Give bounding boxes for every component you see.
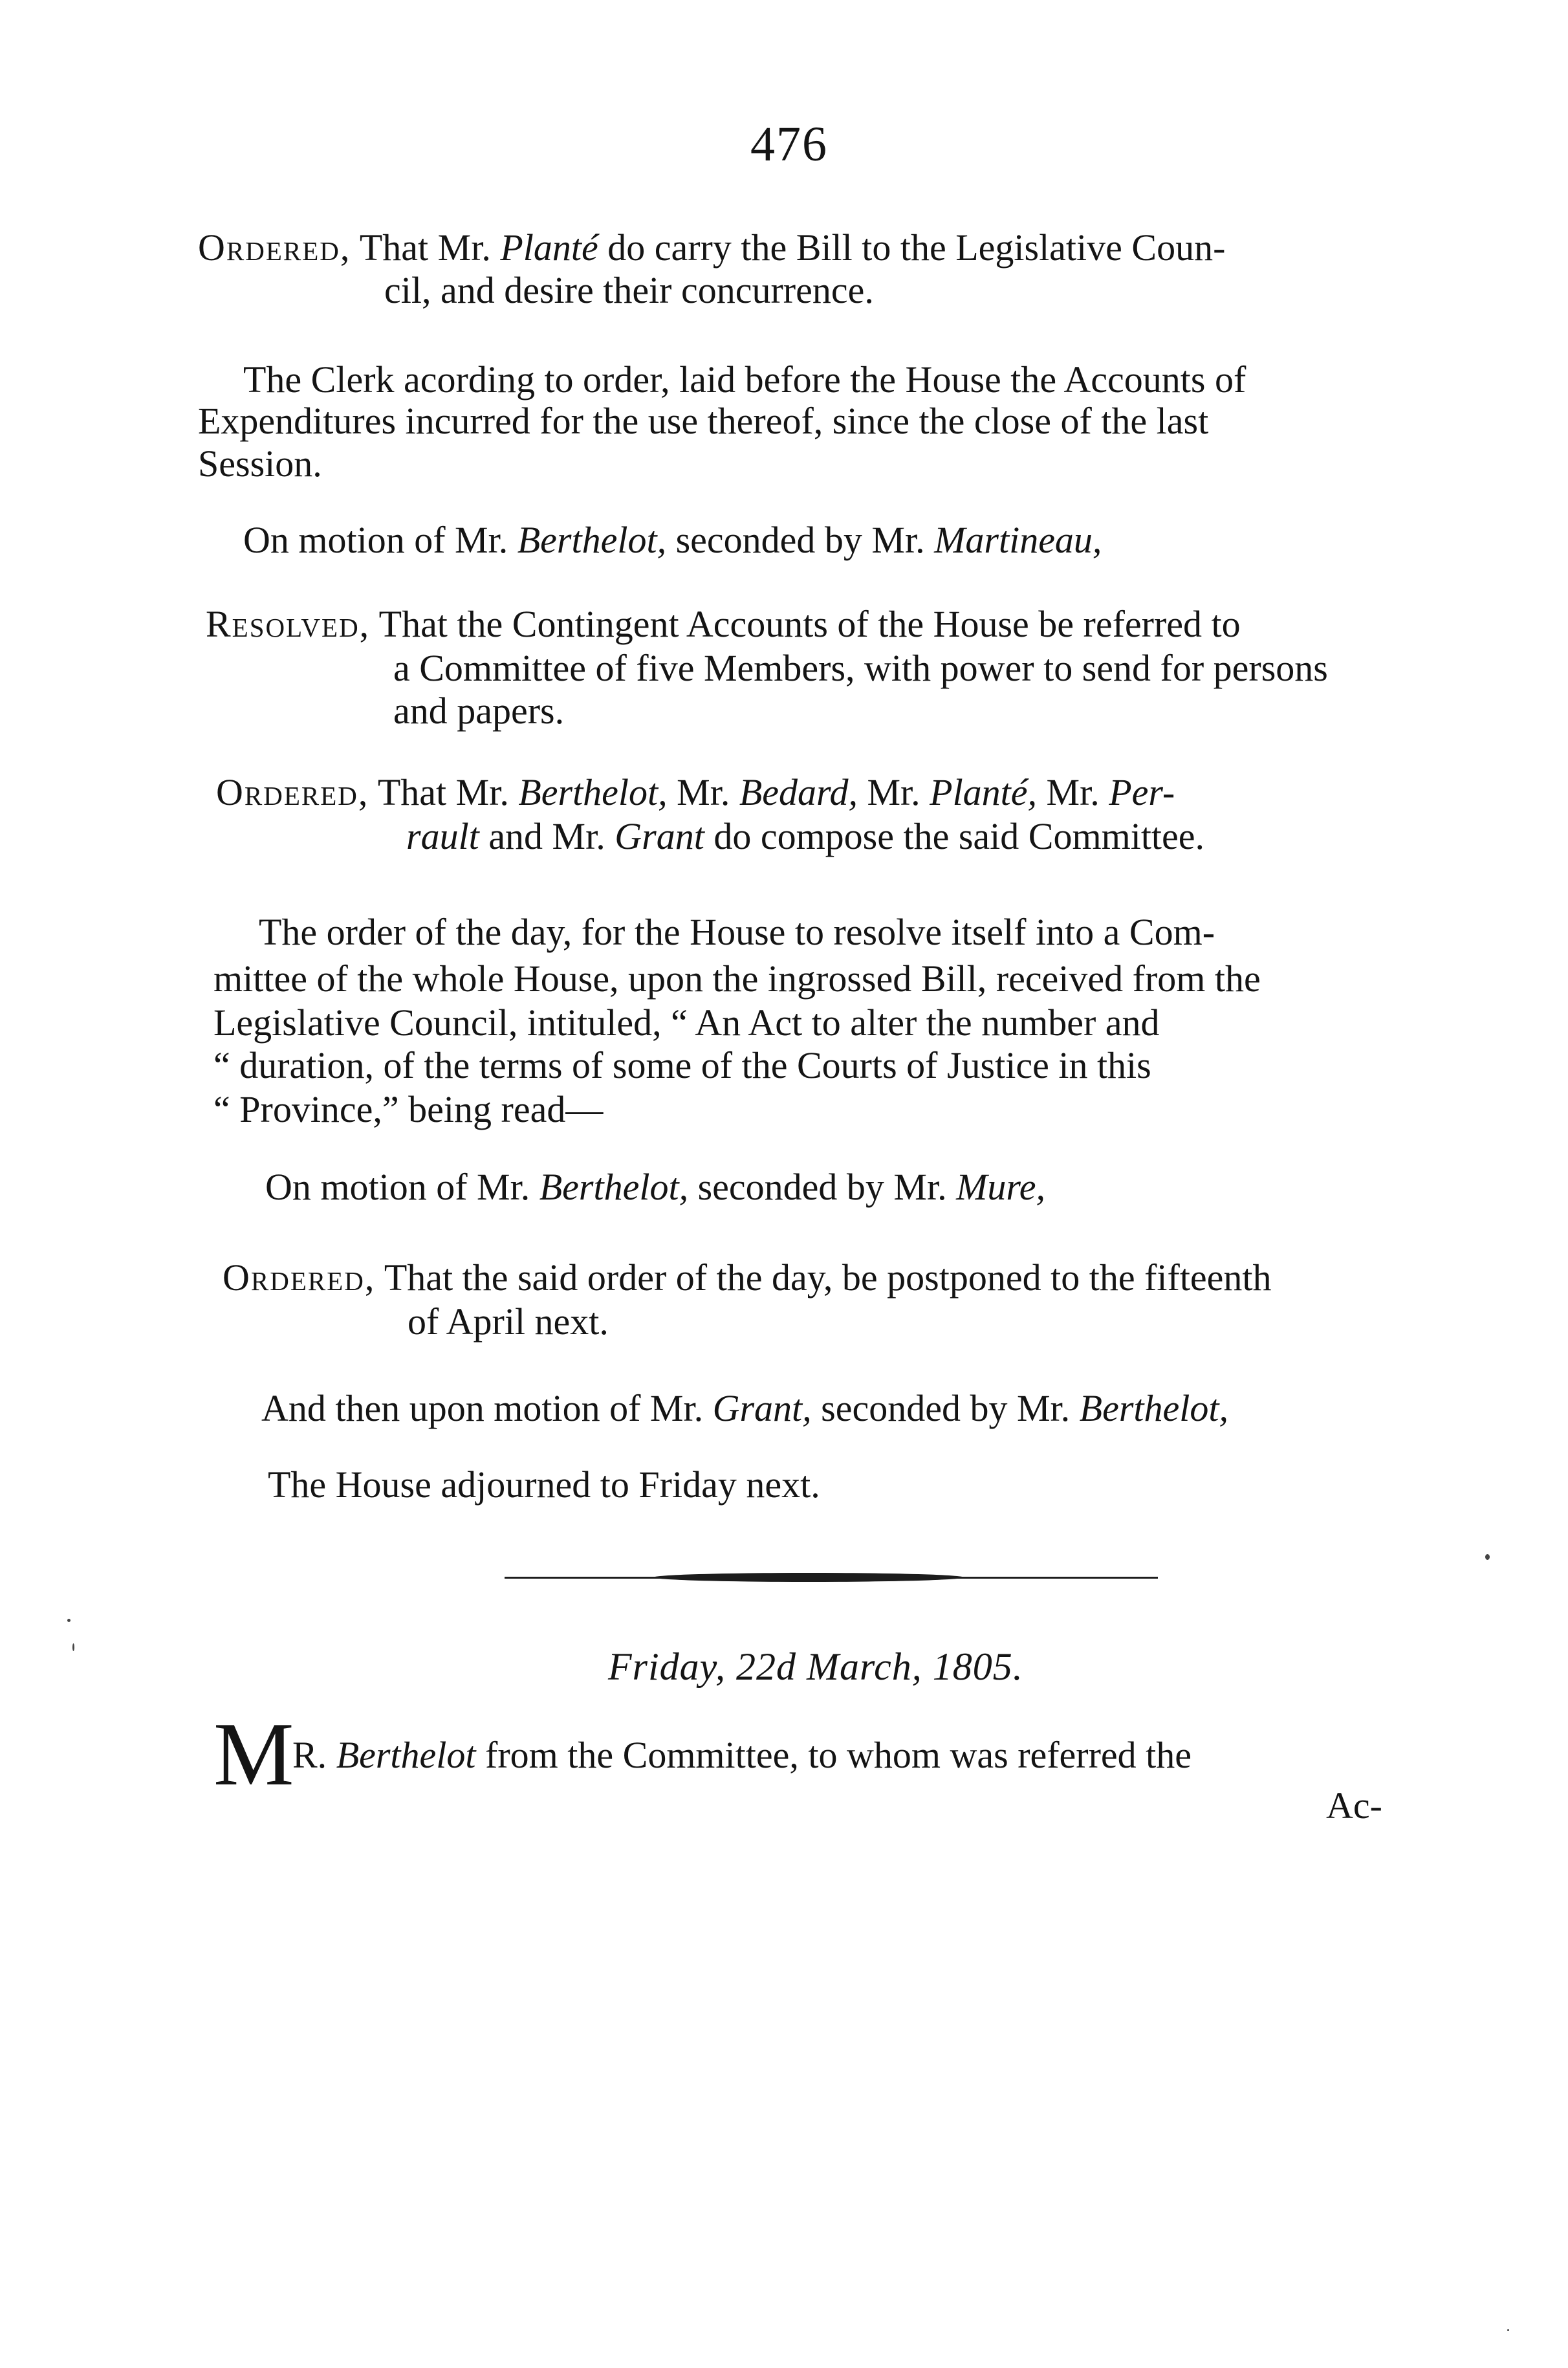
ordered3-line-2: of April next. (408, 1300, 609, 1343)
name-bedard: Bedard, (739, 771, 858, 813)
page-number: 476 (750, 117, 828, 171)
name-mure: Mure, (956, 1166, 1046, 1208)
text-run: That Mr. (369, 771, 519, 813)
name-grant: Grant (615, 815, 704, 857)
motion-line-2 (265, 1168, 1045, 1206)
clerk-line-1: The Clerk acording to order, laid before the House the Accounts of (243, 358, 1247, 400)
order-day-line-2: mittee of the whole House, upon the ingrossed Bill, received from the (213, 958, 1261, 1000)
scan-speck (1507, 2329, 1509, 2331)
text-run: That the said order of the day, be postponed to the fifteenth (375, 1256, 1272, 1299)
ordered2-line-1 (216, 771, 1175, 813)
order-day-line-3: Legislative Council, intituled, “ An Act to alter the number and (213, 1002, 1160, 1044)
name-berthelot: Berthelot, (518, 771, 668, 813)
ordered3-line-1 (223, 1256, 1272, 1299)
adjourned-line: The House adjourned to Friday next. (268, 1464, 820, 1506)
ordered-line-2: cil, and desire their concurrence. (384, 269, 874, 311)
text-run: R. (292, 1734, 336, 1776)
drop-cap: M (213, 1704, 294, 1804)
text-run: from the Committee, to whom was referred the (475, 1734, 1192, 1776)
text-run: and Mr. (479, 815, 615, 857)
text-run: And then upon motion of Mr. (261, 1387, 713, 1429)
text-run: do carry the Bill to the Legislative Coun- (598, 226, 1226, 269)
name-berthelot: Berthelot, (517, 519, 667, 561)
motion-line-3 (261, 1387, 1229, 1429)
scan-speck (67, 1619, 71, 1622)
clerk-line-3: Session. (198, 443, 322, 485)
name-grant: Grant, (712, 1387, 812, 1429)
text-run: seconded by Mr. (811, 1387, 1080, 1429)
name-berthelot: Berthelot, (539, 1166, 689, 1208)
text-run: That the Contingent Accounts of the House be referred to (370, 603, 1241, 645)
name-plante: Planté (500, 226, 598, 269)
clerk-line-2: Expenditures incurred for the use thereof, since the close of the last (198, 400, 1209, 442)
ordered-label: Ordered, (223, 1256, 376, 1299)
order-day-line-5: “ Province,” being read— (213, 1088, 604, 1130)
order-day-line-4: “ duration, of the terms of some of the Courts of Justice in this (213, 1044, 1151, 1086)
divider-thick-center (653, 1573, 964, 1582)
text-run: That Mr. (351, 226, 501, 269)
final-line-1 (292, 1734, 1192, 1776)
text-run: seconded by Mr. (688, 1166, 957, 1208)
order-day-line-1: The order of the day, for the House to resolve itself into a Com- (259, 911, 1215, 953)
motion-line-1 (243, 521, 1102, 559)
name-perrault-part1: Per- (1109, 771, 1175, 813)
resolved-line-3: and papers. (393, 690, 565, 732)
scan-speck (72, 1643, 74, 1651)
dateline: Friday, 22d March, 1805. (608, 1645, 1023, 1688)
text-run: do compose the said Committee. (704, 815, 1205, 857)
ordered-line-1 (198, 226, 1226, 269)
scan-speck (1485, 1554, 1490, 1560)
ordered-label: Ordered, (216, 771, 369, 813)
resolved-line-1 (206, 603, 1241, 645)
resolved-label: Resolved, (206, 603, 371, 645)
text-run: Mr. (1037, 771, 1109, 813)
name-berthelot: Berthelot (336, 1734, 476, 1776)
resolved-line-2: a Committee of five Members, with power to send for persons (393, 647, 1328, 689)
name-plante: Planté, (930, 771, 1038, 813)
section-divider (505, 1571, 1158, 1584)
name-perrault-part2: rault (406, 815, 479, 857)
name-berthelot: Berthelot, (1079, 1387, 1229, 1429)
name-martineau: Martineau, (934, 519, 1102, 561)
ordered-label: Ordered, (198, 226, 351, 269)
text-run: Mr. (667, 771, 739, 813)
text-run: On motion of Mr. (265, 1166, 539, 1208)
text-run: On motion of Mr. (243, 519, 517, 561)
text-run: seconded by Mr. (666, 519, 935, 561)
text-run: Mr. (857, 771, 930, 813)
catchword: Ac- (1326, 1784, 1382, 1826)
ordered2-line-2 (406, 815, 1205, 857)
